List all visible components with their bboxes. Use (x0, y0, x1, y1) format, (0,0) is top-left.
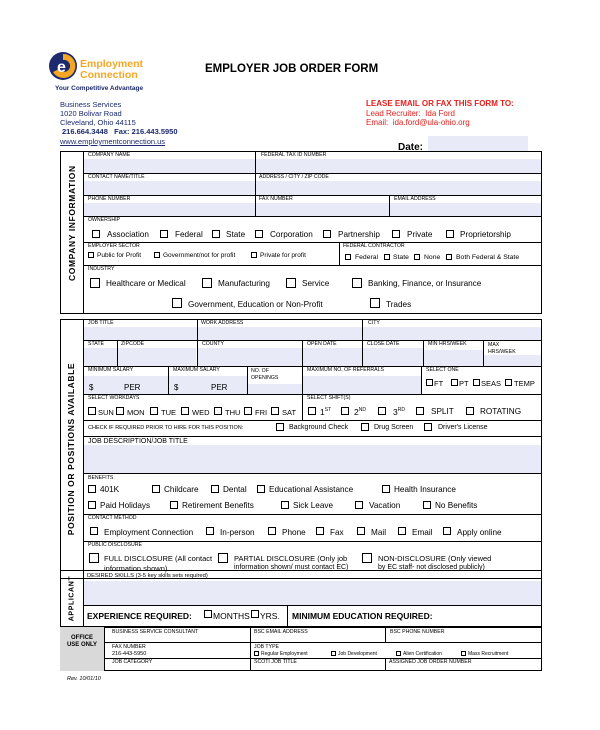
state-label: STATE (88, 341, 104, 347)
email-address-label: EMAIL ADDRESS (394, 196, 436, 202)
select-shifts-label: SELECT SHIFT(S) (307, 395, 351, 401)
contractor-both-label: Both Federal & State (456, 254, 520, 261)
date-label: Date: (398, 142, 424, 153)
max-salary-dollar: $ (174, 383, 179, 392)
benefit-none-checkbox[interactable] (423, 501, 431, 509)
shift-3rd-label (393, 407, 405, 417)
contact-in-person-checkbox[interactable] (206, 527, 214, 535)
benefit-401k-label: 401K (100, 485, 120, 494)
workday-tue-label: TUE (161, 408, 176, 417)
disclosure-partial-line2: information shown/ must contact EC) (234, 564, 349, 571)
office-fax-value: 216-443-5950 (112, 651, 147, 657)
shift-split-label: SPLIT (431, 407, 454, 416)
benefit-none-label: No Benefits (435, 501, 478, 510)
office-fax-label: FAX NUMBER (112, 644, 146, 650)
max-hrs-field[interactable] (484, 355, 541, 366)
industry-healthcare-checkbox[interactable] (90, 278, 100, 288)
contact-mail-checkbox[interactable] (357, 527, 365, 535)
recruiter-line: Lead Recruiter: Ida Ford (366, 109, 455, 118)
max-referrals-label: MAXIMUM NO. OF REFERRALS (307, 367, 384, 373)
applicant-section-label: APPLICANT (68, 575, 76, 622)
logo-icon (48, 51, 78, 81)
ft-label: FT (434, 379, 444, 388)
county-label: COUNTY (202, 341, 224, 347)
benefit-education-checkbox[interactable] (257, 485, 265, 493)
contractor-state-label: State (393, 254, 409, 261)
disclosure-full-line2: information shown) (104, 564, 168, 573)
shift-split-checkbox[interactable] (416, 407, 424, 415)
fax-number-field[interactable] (256, 203, 389, 216)
office-label-line2: USE ONLY (66, 642, 98, 648)
federal-tax-id-field[interactable] (256, 159, 541, 173)
job-title-label: JOB TITLE (88, 320, 114, 326)
months-label: MONTHS (213, 611, 250, 621)
job-type-alien-checkbox[interactable] (396, 651, 401, 656)
shift-2nd-checkbox[interactable] (341, 407, 349, 415)
industry-service-label: Service (302, 279, 330, 288)
contact-email-checkbox[interactable] (398, 527, 406, 535)
workday-sun-label: SUN (98, 408, 114, 417)
benefit-retirement-label: Retirement Benefits (182, 501, 254, 510)
pt-checkbox[interactable] (451, 379, 458, 386)
close-date-field[interactable] (363, 348, 423, 366)
months-checkbox[interactable] (204, 610, 212, 618)
industry-healthcare-label: Healthcare or Medical (106, 279, 186, 288)
workday-fri-checkbox[interactable] (244, 407, 252, 415)
ownership-association-label: Association (107, 230, 149, 239)
contact-apply-online-checkbox[interactable] (443, 527, 451, 535)
shift-1st-suffix: ST (324, 407, 332, 414)
form-title: EMPLOYER JOB ORDER FORM (205, 63, 379, 75)
county-field[interactable] (198, 348, 302, 366)
industry-government-label: Government, Education or Non-Profit (188, 300, 323, 309)
background-check-checkbox[interactable] (276, 423, 284, 431)
contractor-federal-label: Federal (355, 254, 379, 261)
job-type-mass-checkbox[interactable] (461, 651, 466, 656)
max-hrs-label: MAX HRS/WEEK (488, 342, 516, 355)
max-referrals-field[interactable] (303, 376, 421, 394)
disclosure-none-line2: by EC staff- not disclosed publicly) (378, 564, 485, 571)
shift-3rd-suffix: RD (397, 407, 405, 414)
industry-banking-label: Banking, Finance, or Insurance (368, 279, 482, 288)
ownership-private-label: Private (407, 230, 433, 239)
max-salary-field[interactable] (169, 376, 247, 394)
email-heading: LEASE EMAIL OR FAX THIS FORM TO: (366, 99, 514, 108)
svg-text:e: e (57, 59, 66, 76)
shift-2nd-number: 2 (354, 407, 359, 417)
disclosure-none-line1: NON-DISCLOSURE (Only viewed (378, 554, 492, 563)
job-type-mass-label: Mass Recruitment (468, 651, 509, 657)
drivers-license-label: Driver's License (438, 424, 488, 431)
ownership-proprietorship-label: Proprietorship (460, 230, 511, 239)
federal-tax-id-label: FEDERAL TAX ID NUMBER (261, 152, 327, 158)
contact-phone-checkbox[interactable] (268, 527, 276, 535)
ownership-partnership-label: Partnership (338, 230, 380, 239)
ownership-partnership-checkbox[interactable] (323, 230, 331, 238)
contact-ec-label: Employment Connection (104, 528, 194, 537)
tagline: Your Competitive Advantage (55, 85, 144, 92)
max-salary-label: MAXIMUM SALARY (173, 367, 220, 373)
job-description-label: JOB DESCRIPTION/JOB TITLE (88, 438, 188, 445)
benefit-retirement-checkbox[interactable] (170, 501, 178, 509)
benefit-vacation-label: Vacation (369, 501, 401, 510)
max-salary-per: PER (211, 383, 228, 392)
contractor-both-checkbox[interactable] (446, 254, 452, 260)
benefit-dental-checkbox[interactable] (211, 485, 219, 493)
job-type-development-label: Job Development (338, 651, 377, 657)
workday-thu-label: THU (225, 408, 241, 417)
ownership-proprietorship-checkbox[interactable] (446, 230, 454, 238)
disclosure-partial-line1: PARTIAL DISCLOSURE (Only job (234, 554, 348, 563)
shift-3rd-checkbox[interactable] (378, 407, 386, 415)
benefits-label: BENEFITS (88, 475, 114, 481)
ownership-federal-checkbox[interactable] (160, 230, 168, 238)
benefit-health-checkbox[interactable] (382, 485, 390, 493)
contact-phone-label: Phone (282, 528, 306, 537)
contact-apply-online-label: Apply online (457, 528, 502, 537)
benefit-health-label: Health Insurance (394, 485, 456, 494)
job-type-development-checkbox[interactable] (331, 651, 336, 656)
temp-checkbox[interactable] (505, 379, 512, 386)
shift-3rd-number: 3 (393, 407, 398, 417)
open-date-field[interactable] (303, 348, 362, 366)
shift-rotating-checkbox[interactable] (466, 407, 474, 415)
contractor-federal-checkbox[interactable] (345, 254, 351, 260)
fax-number-label: FAX NUMBER (259, 196, 293, 202)
shift-1st-checkbox[interactable] (308, 407, 316, 415)
office-label-line1: OFFICE (71, 635, 93, 641)
ownership-state-label: State (226, 230, 246, 239)
min-hrs-field[interactable] (424, 350, 483, 366)
sector-private-profit-label: Private for profit (260, 252, 306, 259)
zipcode-label: ZIPCODE (121, 341, 145, 347)
work-address-field[interactable] (198, 327, 362, 340)
drivers-license-checkbox[interactable] (424, 423, 432, 431)
ownership-corporation-checkbox[interactable] (255, 230, 263, 238)
drug-screen-label: Drug Screen (374, 424, 414, 431)
contractor-state-checkbox[interactable] (384, 254, 390, 260)
workday-sat-label: SAT (282, 408, 297, 417)
bsc-email-label: BSC EMAIL ADDRESS (254, 629, 308, 635)
industry-manufacturing-label: Manufacturing (218, 279, 270, 288)
date-field[interactable] (428, 136, 528, 152)
drug-screen-checkbox[interactable] (361, 423, 369, 431)
federal-contractor-label: FEDERAL CONTRACTOR (343, 243, 405, 249)
benefit-401k-checkbox[interactable] (88, 485, 96, 493)
sector-government-label: Government/not for profit (163, 252, 236, 259)
sector-government-checkbox[interactable] (154, 252, 160, 258)
yrs-checkbox[interactable] (251, 610, 259, 618)
industry-trades-checkbox[interactable] (370, 298, 380, 308)
contact-mail-label: Mail (371, 528, 387, 537)
phone-number-label: PHONE NUMBER (88, 196, 131, 202)
phone-number-field[interactable] (84, 203, 255, 216)
yrs-label: YRS. (260, 611, 280, 621)
ownership-state-checkbox[interactable] (212, 230, 220, 238)
workday-fri-label: FRI (255, 408, 268, 417)
industry-banking-checkbox[interactable] (352, 278, 362, 288)
workday-wed-label: WED (192, 408, 210, 417)
contact-name-label: CONTACT NAME/TITLE (88, 174, 145, 180)
job-type-regular-label: Regular Employment (261, 651, 308, 657)
disclosure-full-checkbox[interactable] (89, 553, 99, 563)
workday-mon-label: MON (127, 408, 145, 417)
industry-government-checkbox[interactable] (172, 298, 182, 308)
benefit-dental-label: Dental (223, 485, 247, 494)
select-one-label: SELECT ONE (426, 367, 459, 373)
benefit-vacation-checkbox[interactable] (355, 501, 363, 509)
benefit-sick-leave-label: Sick Leave (293, 501, 334, 510)
public-disclosure-label: PUBLIC DISCLOSURE (88, 542, 142, 548)
city-label: CITY (368, 320, 380, 326)
desired-skills-label: DESIRED SKILLS (3-5 key skills sets required) (87, 573, 208, 579)
openings-label: NO. OF OPENINGS (251, 368, 279, 381)
job-title-field[interactable] (84, 327, 197, 340)
revision-note: Rev. 10/01/10 (67, 676, 101, 682)
industry-manufacturing-checkbox[interactable] (202, 278, 212, 288)
job-description-field[interactable] (84, 445, 541, 473)
benefit-childcare-checkbox[interactable] (152, 485, 160, 493)
benefit-holidays-label: Paid Holidays (100, 501, 151, 510)
contact-in-person-label: In-person (220, 528, 255, 537)
min-education-label: MINIMUM EDUCATION REQUIRED: (292, 611, 433, 621)
company-name-field[interactable] (84, 159, 255, 173)
background-check-label: Background Check (289, 424, 349, 431)
workday-thu-checkbox[interactable] (214, 407, 222, 415)
address-line-3: Cleveland, Ohio 44115 (60, 118, 136, 127)
disclosure-full-line1: FULL DISCLOSURE (All contact (104, 554, 213, 563)
min-salary-label: MINIMUM SALARY (88, 367, 134, 373)
logo-text-employment: Employment (80, 58, 144, 70)
website-link[interactable]: www.employmentconnection.us (60, 137, 166, 146)
scoti-title-label: SCOTI JOB TITLE (254, 659, 297, 665)
ownership-corporation-label: Corporation (270, 230, 313, 239)
job-category-label: JOB CATEGORY (112, 659, 153, 665)
address-city-field[interactable] (256, 181, 541, 195)
ownership-association-checkbox[interactable] (92, 230, 100, 238)
close-date-label: CLOSE DATE (367, 341, 400, 347)
benefit-sick-leave-checkbox[interactable] (281, 501, 289, 509)
experience-required-label: EXPERIENCE REQUIRED: (87, 611, 192, 621)
check-required-label: CHECK IF REQUIRED PRIOR TO HIRE FOR THIS POSITION: (88, 425, 244, 431)
shift-1st-number: 1 (320, 407, 325, 417)
office-use-label (60, 627, 105, 671)
shift-1st-label (320, 407, 331, 417)
logo-text-connection: Connection (80, 69, 138, 81)
contact-fax-checkbox[interactable] (316, 527, 324, 535)
openings-field[interactable] (248, 384, 302, 394)
zipcode-field[interactable] (118, 348, 196, 366)
shift-2nd-label (354, 407, 366, 417)
ownership-private-checkbox[interactable] (392, 230, 400, 238)
position-section-label: POSITION OR POSITIONS AVAILABLE (66, 362, 76, 536)
address-line-2: 1020 Bolivar Road (60, 109, 122, 118)
sector-private-profit-checkbox[interactable] (251, 252, 257, 258)
workday-mon-checkbox[interactable] (116, 407, 124, 415)
industry-service-checkbox[interactable] (286, 278, 296, 288)
phone-fax: 216.664.3448 Fax: 216.443.5950 (62, 127, 178, 136)
ownership-federal-label: Federal (175, 230, 203, 239)
contact-email-label: Email (412, 528, 433, 537)
city-field[interactable] (363, 327, 541, 340)
contractor-none-checkbox[interactable] (414, 254, 420, 260)
contact-ec-checkbox[interactable] (90, 527, 98, 535)
workday-tue-checkbox[interactable] (150, 407, 158, 415)
shift-rotating-label: ROTATING (480, 407, 522, 416)
workday-sat-checkbox[interactable] (271, 407, 279, 415)
email-address-field[interactable] (390, 203, 541, 216)
seas-label: SEAS (481, 379, 502, 388)
address-city-label: ADDRESS / CITY / ZIP CODE (259, 174, 329, 180)
workday-wed-checkbox[interactable] (181, 407, 189, 415)
job-type-regular-checkbox[interactable] (254, 651, 259, 656)
employer-sector-label: EMPLOYER SECTOR (88, 243, 140, 249)
ft-checkbox[interactable] (426, 379, 433, 386)
contact-method-label: CONTACT METHOD (88, 515, 137, 521)
company-name-label: COMPANY NAME (88, 152, 131, 158)
assigned-job-order-label: ASSIGNED JOB ORDER NUMBER (389, 659, 472, 665)
address-line-1: Business Services (60, 100, 122, 109)
workday-sun-checkbox[interactable] (88, 407, 96, 415)
company-section-label: COMPANY INFORMATION (67, 165, 77, 281)
benefit-education-label: Educational Assistance (269, 485, 354, 494)
seas-checkbox[interactable] (473, 379, 480, 386)
min-salary-dollar: $ (89, 383, 94, 392)
ownership-label: OWNERSHIP (88, 217, 120, 223)
contact-fax-label: Fax (330, 528, 344, 537)
industry-trades-label: Trades (386, 300, 412, 309)
bsc-consultant-label: BUSINESS SERVICE CONSULTANT (112, 629, 199, 635)
disclosure-partial-checkbox[interactable] (218, 553, 228, 563)
open-date-label: OPEN DATE (307, 341, 337, 347)
email-line: Email: ida.ford@ula-ohio.org (366, 118, 470, 127)
temp-label: TEMP (514, 379, 535, 388)
job-type-alien-label: Alien Certification (403, 651, 442, 657)
select-workdays-label: SELECT WORKDAYS (88, 395, 140, 401)
pt-label: PT (459, 379, 469, 388)
desired-skills-field[interactable] (84, 581, 541, 605)
min-hrs-label: MIN HRS/WEEK (428, 341, 467, 347)
contractor-none-label: None (424, 254, 441, 261)
state-field[interactable] (84, 348, 117, 366)
job-type-label: JOB TYPE (254, 644, 279, 650)
industry-label: INDUSTRY (88, 266, 115, 272)
contact-name-field[interactable] (84, 181, 255, 195)
min-salary-per: PER (124, 383, 141, 392)
benefit-holidays-checkbox[interactable] (88, 501, 96, 509)
bsc-phone-label: BSC PHONE NUMBER (390, 629, 445, 635)
shift-2nd-suffix: ND (358, 407, 366, 414)
benefit-childcare-label: Childcare (164, 485, 199, 494)
disclosure-none-checkbox[interactable] (362, 553, 372, 563)
sector-public-profit-label: Public for Profit (97, 252, 142, 259)
work-address-label: WORK ADDRESS (201, 320, 244, 326)
sector-public-profit-checkbox[interactable] (88, 252, 94, 258)
